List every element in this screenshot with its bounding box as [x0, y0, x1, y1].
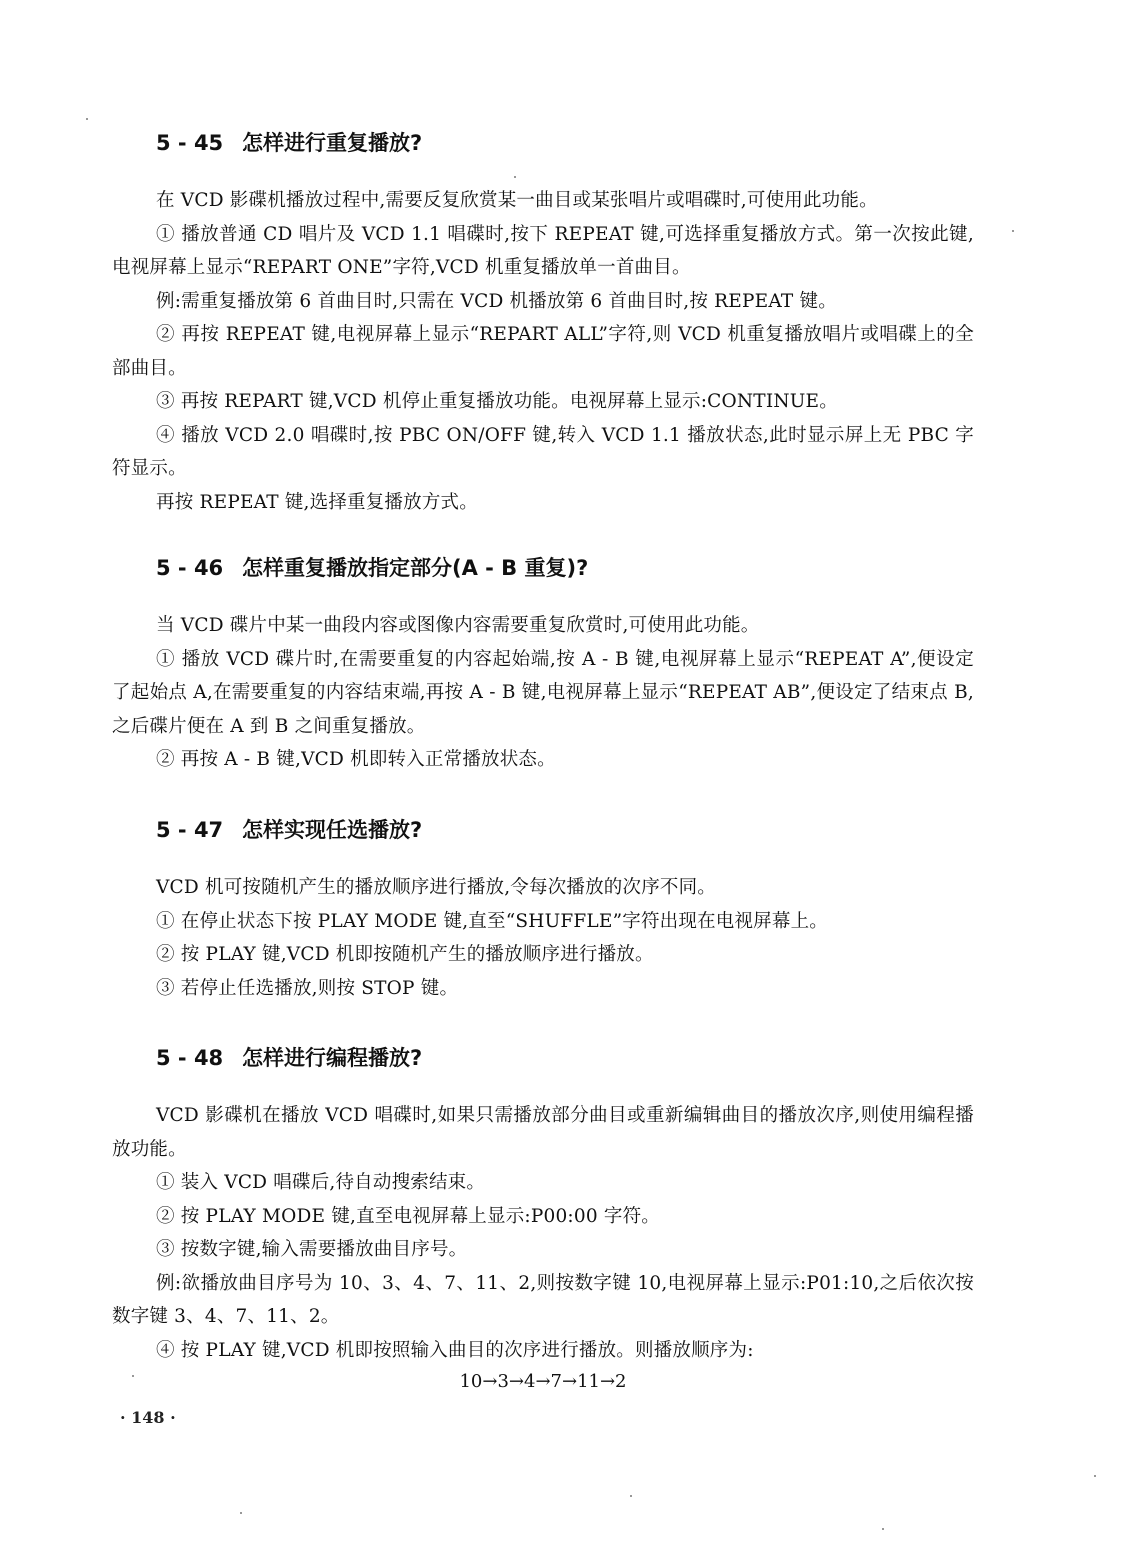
paragraph: ② 按 PLAY 键,VCD 机即按随机产生的播放顺序进行播放。: [156, 944, 654, 965]
section-heading: [112, 815, 974, 845]
section-5-45: [112, 128, 974, 519]
paragraph: ① 在停止状态下按 PLAY MODE 键,直至“SHUFFLE”字符出现在电视屏幕上。: [156, 910, 828, 932]
paragraph: ③ 再按 REPART 键,VCD 机停止重复播放功能。电视屏幕上显示:CONTINUE。: [156, 391, 838, 412]
paragraph: ③ 若停止任选播放,则按 STOP 键。: [156, 977, 459, 999]
section-number: 5 - 47: [156, 818, 224, 842]
paragraph: VCD 影碟机在播放 VCD 唱碟时,如果只需播放部分曲目或重新编辑曲目的播放次序,则使用编程播放功能。: [112, 1105, 974, 1160]
scan-speck: [132, 1375, 134, 1377]
paragraph: ③ 按数字键,输入需要播放曲目序号。: [156, 1239, 468, 1260]
section-title: 怎样进行重复播放?: [242, 131, 423, 155]
section-5-47: [112, 815, 974, 1005]
section-body: [112, 184, 974, 519]
section-title: 怎样重复播放指定部分(A - B 重复)?: [242, 556, 589, 580]
paragraph: ④ 播放 VCD 2.0 唱碟时,按 PBC ON/OFF 键,转入 VCD 1.1 播放状态,此时显示屏上无 PBC 字符显示。: [112, 424, 974, 479]
section-body: [112, 1099, 974, 1397]
scan-speck: [514, 176, 516, 178]
section-body: [112, 871, 974, 1005]
paragraph: ① 播放 VCD 碟片时,在需要重复的内容起始端,按 A - B 键,电视屏幕上显示“REPEAT A”,便设定了起始点 A,在需要重复的内容结束端,再按 A - B 键,电视屏幕上显示“REPEAT AB”,便设定了结束点 B,之后碟片便在 A 到 B 之间重复播放。: [112, 648, 974, 737]
paragraph: 在 VCD 影碟机播放过程中,需要反复欣赏某一曲目或某张唱片或唱碟时,可使用此功能。: [156, 190, 878, 211]
paragraph: ② 再按 REPEAT 键,电视屏幕上显示“REPART ALL”字符,则 VCD 机重复播放唱片或唱碟上的全部曲目。: [112, 324, 974, 379]
section-heading: [112, 553, 974, 583]
paragraph: ② 再按 A - B 键,VCD 机即转入正常播放状态。: [156, 749, 556, 770]
section-number: 5 - 46: [156, 556, 224, 580]
section-number: 5 - 48: [156, 1046, 224, 1070]
paragraph: 再按 REPEAT 键,选择重复播放方式。: [156, 491, 478, 513]
scan-speck: [1012, 230, 1014, 232]
paragraph: VCD 机可按随机产生的播放顺序进行播放,令每次播放的次序不同。: [156, 877, 717, 898]
section-heading: [112, 128, 974, 158]
section-5-48: [112, 1043, 974, 1397]
paragraph: 例:需重复播放第 6 首曲目时,只需在 VCD 机播放第 6 首曲目时,按 REPEAT 键。: [156, 290, 837, 312]
section-5-46: [112, 553, 974, 777]
section-body: [112, 609, 974, 777]
section-title: 怎样进行编程播放?: [242, 1046, 423, 1070]
scan-speck: [1094, 1475, 1096, 1477]
play-order-formula: 10→3→4→7→11→2: [459, 1371, 627, 1392]
paragraph: ① 播放普通 CD 唱片及 VCD 1.1 唱碟时,按下 REPEAT 键,可选择重复播放方式。第一次按此键,电视屏幕上显示“REPART ONE”字符,VCD 机重复播放单一首曲目。: [112, 223, 974, 278]
paragraph: ① 装入 VCD 唱碟后,待自动搜索结束。: [156, 1172, 486, 1193]
paragraph: ② 按 PLAY MODE 键,直至电视屏幕上显示:P00:00 字符。: [156, 1205, 660, 1227]
scan-speck: [882, 1528, 884, 1530]
paragraph: 例:欲播放曲目序号为 10、3、4、7、11、2,则按数字键 10,电视屏幕上显示:P01:10,之后依次按数字键 3、4、7、11、2。: [112, 1272, 974, 1327]
scan-speck: [86, 118, 88, 120]
section-number: 5 - 45: [156, 131, 224, 155]
scan-speck: [240, 1512, 242, 1514]
page-number: · 148 ·: [120, 1408, 176, 1427]
section-heading: [112, 1043, 974, 1073]
scan-speck: [630, 1495, 632, 1497]
paragraph: ④ 按 PLAY 键,VCD 机即按照输入曲目的次序进行播放。则播放顺序为:: [156, 1339, 754, 1361]
paragraph: 当 VCD 碟片中某一曲段内容或图像内容需要重复欣赏时,可使用此功能。: [156, 615, 760, 636]
section-title: 怎样实现任选播放?: [242, 818, 423, 842]
